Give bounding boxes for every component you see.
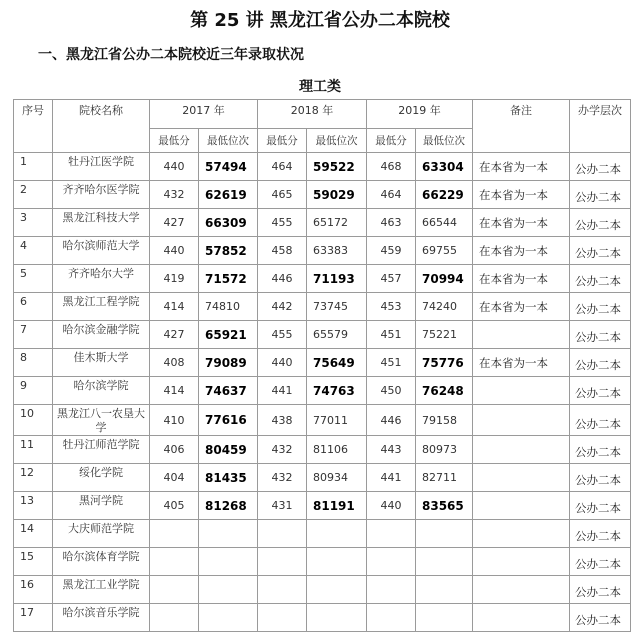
min-rank-2018: 73745 [307, 293, 367, 321]
note-cell [473, 321, 570, 349]
header-level: 办学层次 [570, 100, 631, 153]
table-row [14, 349, 631, 377]
min-rank-2017 [199, 604, 258, 632]
min-rank-2019: 83565 [416, 492, 473, 520]
min-rank-2018: 74763 [307, 377, 367, 405]
row-number: 4 [14, 237, 53, 265]
min-rank-2019: 66544 [416, 209, 473, 237]
school-name: 哈尔滨音乐学院 [53, 604, 150, 632]
header-year-2018: 2018 年 [258, 100, 367, 129]
school-name: 牡丹江师范学院 [53, 436, 150, 464]
min-rank-2017 [199, 576, 258, 604]
table-row [14, 293, 631, 321]
min-score-2017: 440 [150, 237, 199, 265]
min-score-2018: 446 [258, 265, 307, 293]
note-cell [473, 464, 570, 492]
min-score-2017: 404 [150, 464, 199, 492]
row-number: 6 [14, 293, 53, 321]
min-rank-2017: 81268 [199, 492, 258, 520]
header-min-rank-2019: 最低位次 [416, 129, 473, 153]
school-name: 黑龙江工业学院 [53, 576, 150, 604]
note-cell: 在本省为一本 [473, 237, 570, 265]
school-name: 黑龙江科技大学 [53, 209, 150, 237]
row-number: 11 [14, 436, 53, 464]
min-score-2019: 451 [367, 349, 416, 377]
table-row [14, 265, 631, 293]
note-cell [473, 604, 570, 632]
min-rank-2019 [416, 520, 473, 548]
min-rank-2019: 75221 [416, 321, 473, 349]
admission-table [13, 99, 631, 632]
min-score-2018: 440 [258, 349, 307, 377]
min-rank-2019 [416, 576, 473, 604]
header-year-2017: 2017 年 [150, 100, 258, 129]
min-rank-2019: 74240 [416, 293, 473, 321]
min-score-2017: 427 [150, 321, 199, 349]
level-cell: 公办二本 [570, 464, 631, 492]
min-rank-2018: 71193 [307, 265, 367, 293]
level-cell: 公办二本 [570, 492, 631, 520]
row-number: 12 [14, 464, 53, 492]
min-rank-2019: 70994 [416, 265, 473, 293]
table-row [14, 321, 631, 349]
min-rank-2018: 65579 [307, 321, 367, 349]
header-min-rank-2018: 最低位次 [307, 129, 367, 153]
school-name: 佳木斯大学 [53, 349, 150, 377]
table-body [14, 153, 631, 632]
level-cell: 公办二本 [570, 153, 631, 181]
min-rank-2019: 63304 [416, 153, 473, 181]
table-row [14, 464, 631, 492]
min-score-2019 [367, 576, 416, 604]
table-row [14, 436, 631, 464]
row-number: 17 [14, 604, 53, 632]
min-score-2019 [367, 604, 416, 632]
min-score-2017: 405 [150, 492, 199, 520]
min-score-2019 [367, 520, 416, 548]
note-cell [473, 377, 570, 405]
min-score-2017: 410 [150, 405, 199, 436]
row-number: 7 [14, 321, 53, 349]
min-rank-2019 [416, 548, 473, 576]
table-row [14, 548, 631, 576]
school-name: 齐齐哈尔大学 [53, 265, 150, 293]
level-cell: 公办二本 [570, 181, 631, 209]
table-row [14, 237, 631, 265]
min-rank-2017: 62619 [199, 181, 258, 209]
min-score-2017: 408 [150, 349, 199, 377]
row-number: 16 [14, 576, 53, 604]
min-score-2019: 451 [367, 321, 416, 349]
header-year-2019: 2019 年 [367, 100, 473, 129]
min-score-2017: 419 [150, 265, 199, 293]
min-rank-2017: 74637 [199, 377, 258, 405]
min-rank-2018 [307, 520, 367, 548]
school-name: 哈尔滨师范大学 [53, 237, 150, 265]
min-rank-2019: 82711 [416, 464, 473, 492]
table-caption: 理工类 [299, 79, 341, 95]
note-cell [473, 405, 570, 436]
level-cell: 公办二本 [570, 548, 631, 576]
min-score-2019: 446 [367, 405, 416, 436]
min-rank-2019: 79158 [416, 405, 473, 436]
min-rank-2017 [199, 548, 258, 576]
min-score-2017: 414 [150, 377, 199, 405]
min-score-2017 [150, 576, 199, 604]
min-score-2019: 457 [367, 265, 416, 293]
min-score-2019: 463 [367, 209, 416, 237]
min-score-2018: 455 [258, 321, 307, 349]
min-rank-2018 [307, 548, 367, 576]
row-number: 9 [14, 377, 53, 405]
note-cell: 在本省为一本 [473, 293, 570, 321]
row-number: 10 [14, 405, 53, 436]
note-cell: 在本省为一本 [473, 209, 570, 237]
min-score-2019: 443 [367, 436, 416, 464]
school-name: 绥化学院 [53, 464, 150, 492]
note-cell [473, 576, 570, 604]
school-name: 哈尔滨学院 [53, 377, 150, 405]
min-score-2018: 431 [258, 492, 307, 520]
min-rank-2018: 81191 [307, 492, 367, 520]
min-score-2017: 440 [150, 153, 199, 181]
header-min-score-2017: 最低分 [150, 129, 199, 153]
min-score-2018: 438 [258, 405, 307, 436]
row-number: 13 [14, 492, 53, 520]
note-cell: 在本省为一本 [473, 265, 570, 293]
header-row-main [14, 100, 631, 129]
table-row [14, 576, 631, 604]
min-score-2018 [258, 604, 307, 632]
min-score-2019 [367, 548, 416, 576]
note-cell: 在本省为一本 [473, 153, 570, 181]
note-cell [473, 492, 570, 520]
min-score-2017 [150, 548, 199, 576]
table-row [14, 520, 631, 548]
min-rank-2018 [307, 604, 367, 632]
min-rank-2017: 71572 [199, 265, 258, 293]
note-cell: 在本省为一本 [473, 349, 570, 377]
table-row [14, 181, 631, 209]
min-rank-2017: 79089 [199, 349, 258, 377]
min-rank-2019: 66229 [416, 181, 473, 209]
header-min-score-2018: 最低分 [258, 129, 307, 153]
min-score-2018: 432 [258, 464, 307, 492]
min-score-2017: 432 [150, 181, 199, 209]
school-name: 黑龙江工程学院 [53, 293, 150, 321]
level-cell: 公办二本 [570, 321, 631, 349]
min-rank-2017: 80459 [199, 436, 258, 464]
level-cell: 公办二本 [570, 293, 631, 321]
min-score-2018 [258, 548, 307, 576]
level-cell: 公办二本 [570, 436, 631, 464]
school-name: 哈尔滨体育学院 [53, 548, 150, 576]
min-rank-2017: 66309 [199, 209, 258, 237]
note-cell [473, 520, 570, 548]
min-rank-2017: 74810 [199, 293, 258, 321]
school-name: 牡丹江医学院 [53, 153, 150, 181]
min-score-2018: 458 [258, 237, 307, 265]
min-rank-2018: 80934 [307, 464, 367, 492]
table-row [14, 377, 631, 405]
table-row [14, 492, 631, 520]
note-cell [473, 436, 570, 464]
header-name: 院校名称 [53, 100, 150, 153]
min-score-2019: 450 [367, 377, 416, 405]
min-rank-2019: 69755 [416, 237, 473, 265]
table-row [14, 209, 631, 237]
header-no: 序号 [14, 100, 53, 153]
min-score-2019: 464 [367, 181, 416, 209]
min-rank-2018 [307, 576, 367, 604]
min-score-2019: 453 [367, 293, 416, 321]
row-number: 2 [14, 181, 53, 209]
min-rank-2019: 76248 [416, 377, 473, 405]
min-score-2018: 432 [258, 436, 307, 464]
min-score-2017: 406 [150, 436, 199, 464]
min-rank-2018: 59522 [307, 153, 367, 181]
school-name: 黑龙江八一农垦大学 [53, 405, 150, 436]
min-score-2018 [258, 520, 307, 548]
school-name: 大庆师范学院 [53, 520, 150, 548]
min-score-2017 [150, 520, 199, 548]
min-score-2019: 459 [367, 237, 416, 265]
min-rank-2018: 65172 [307, 209, 367, 237]
school-name: 齐齐哈尔医学院 [53, 181, 150, 209]
row-number: 3 [14, 209, 53, 237]
min-score-2018: 442 [258, 293, 307, 321]
min-score-2017: 427 [150, 209, 199, 237]
min-rank-2019: 80973 [416, 436, 473, 464]
row-number: 8 [14, 349, 53, 377]
row-number: 14 [14, 520, 53, 548]
row-number: 15 [14, 548, 53, 576]
min-rank-2017 [199, 520, 258, 548]
min-rank-2017: 57494 [199, 153, 258, 181]
min-score-2019: 440 [367, 492, 416, 520]
min-score-2019: 441 [367, 464, 416, 492]
table-row [14, 153, 631, 181]
min-score-2017: 414 [150, 293, 199, 321]
min-rank-2017: 65921 [199, 321, 258, 349]
min-score-2018: 455 [258, 209, 307, 237]
page-title: 第 25 讲 黑龙江省公办二本院校 [190, 10, 450, 31]
note-cell [473, 548, 570, 576]
header-min-rank-2017: 最低位次 [199, 129, 258, 153]
table-row [14, 405, 631, 436]
level-cell: 公办二本 [570, 520, 631, 548]
school-name: 黑河学院 [53, 492, 150, 520]
school-name: 哈尔滨金融学院 [53, 321, 150, 349]
row-number: 1 [14, 153, 53, 181]
level-cell: 公办二本 [570, 349, 631, 377]
min-rank-2017: 77616 [199, 405, 258, 436]
min-score-2018 [258, 576, 307, 604]
min-score-2019: 468 [367, 153, 416, 181]
note-cell: 在本省为一本 [473, 181, 570, 209]
header-note: 备注 [473, 100, 570, 153]
min-rank-2019: 75776 [416, 349, 473, 377]
level-cell: 公办二本 [570, 604, 631, 632]
level-cell: 公办二本 [570, 405, 631, 436]
table-row [14, 604, 631, 632]
level-cell: 公办二本 [570, 209, 631, 237]
min-rank-2018: 75649 [307, 349, 367, 377]
min-score-2018: 441 [258, 377, 307, 405]
min-rank-2018: 77011 [307, 405, 367, 436]
min-rank-2017: 81435 [199, 464, 258, 492]
min-rank-2018: 59029 [307, 181, 367, 209]
min-score-2018: 464 [258, 153, 307, 181]
level-cell: 公办二本 [570, 576, 631, 604]
min-rank-2019 [416, 604, 473, 632]
min-rank-2017: 57852 [199, 237, 258, 265]
min-score-2018: 465 [258, 181, 307, 209]
min-rank-2018: 63383 [307, 237, 367, 265]
level-cell: 公办二本 [570, 237, 631, 265]
level-cell: 公办二本 [570, 265, 631, 293]
level-cell: 公办二本 [570, 377, 631, 405]
row-number: 5 [14, 265, 53, 293]
header-min-score-2019: 最低分 [367, 129, 416, 153]
min-score-2017 [150, 604, 199, 632]
section-heading: 一、黑龙江省公办二本院校近三年录取状况 [38, 47, 304, 63]
min-rank-2018: 81106 [307, 436, 367, 464]
